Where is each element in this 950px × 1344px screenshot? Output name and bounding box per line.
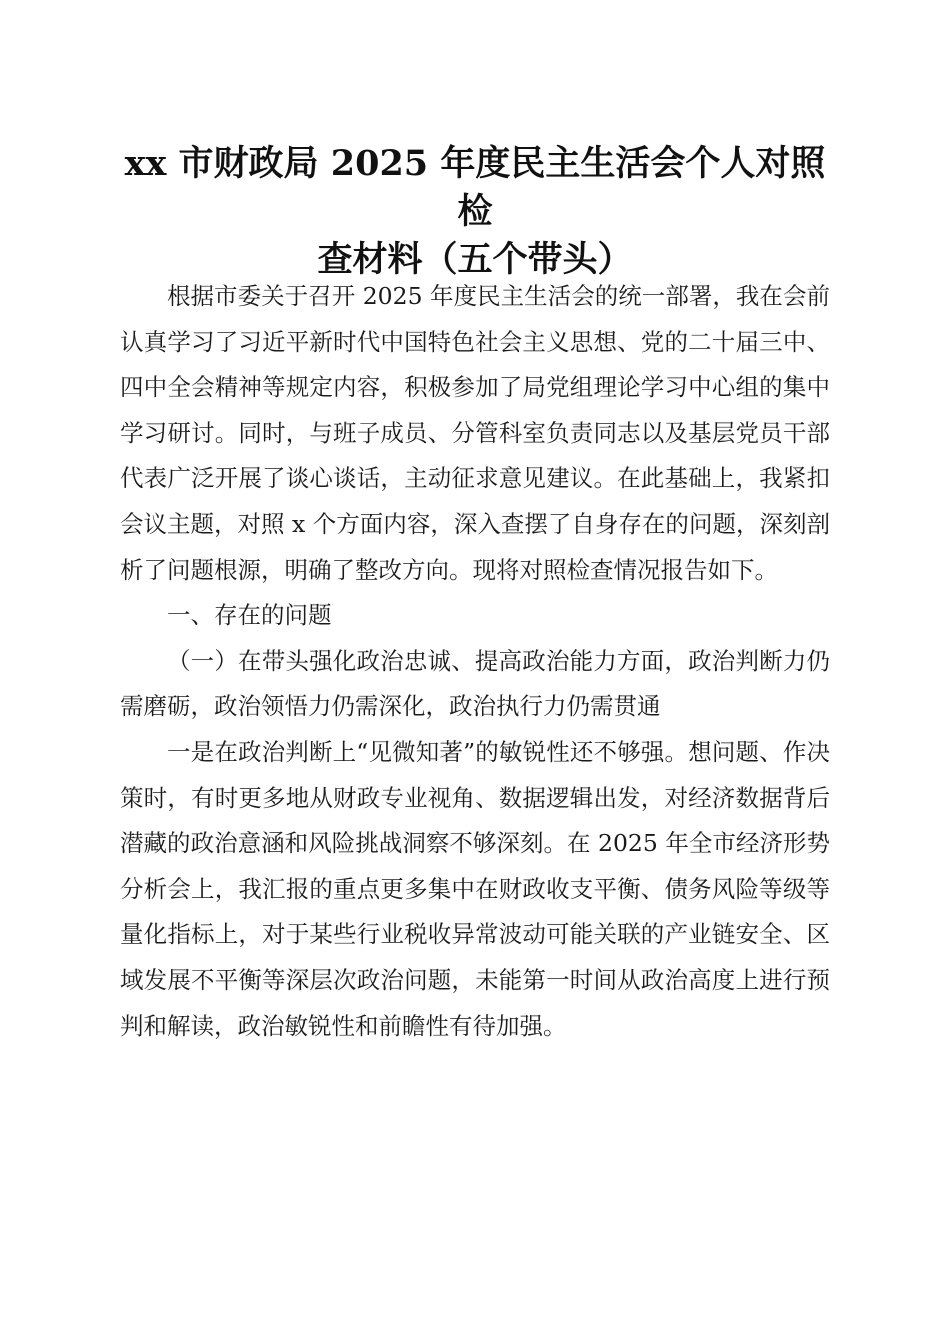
title-line-1: xx 市财政局 2025 年度民主生活会个人对照检 [124, 143, 826, 232]
document-title [110, 140, 840, 284]
intro-paragraph: 根据市委关于召开 2025 年度民主生活会的统一部署，我在会前认真学习了习近平新时代中国特色社会主义思想、党的二十届三中、四中全会精神等规定内容，积极参加了局党组理论学习中心组的集中学习研讨。同时，与班子成员、分管科室负责同志以及基层党员干部代表广泛开展了谈心谈话，主动征求意见建议。在此基础上，我紧扣会议主题，对照 x 个方面内容，深入查摆了自身存在的问题，深刻剖析了问题根源，明确了整改方向。现将对照检查情况报告如下。 [120, 282, 830, 584]
title-line-2: 查材料（五个带头） [317, 239, 633, 280]
section-heading: 一、存在的问题 [167, 601, 332, 630]
point-paragraph: 一是在政治判断上“见微知著”的敏锐性还不够强。想问题、作决策时，有时更多地从财政专业视角、数据逻辑出发，对经济数据背后潜藏的政治意涵和风险挑战洞察不够深刻。在 2025 年全市经济形势分析会上，我汇报的重点更多集中在财政收支平衡、债务风险等级等量化指标上，对于某些行业税收异常波动可能关联的产业链安全、区域发展不平衡等深层次政治问题，未能第一时间从政治高度上进行预判和解读，政治敏锐性和前瞻性有待加强。 [120, 737, 830, 1040]
subsection-heading: （一）在带头强化政治忠诚、提高政治能力方面，政治判断力仍需磨砺，政治领悟力仍需深化，政治执行力仍需贯通 [120, 646, 830, 721]
document-body [120, 274, 830, 1049]
